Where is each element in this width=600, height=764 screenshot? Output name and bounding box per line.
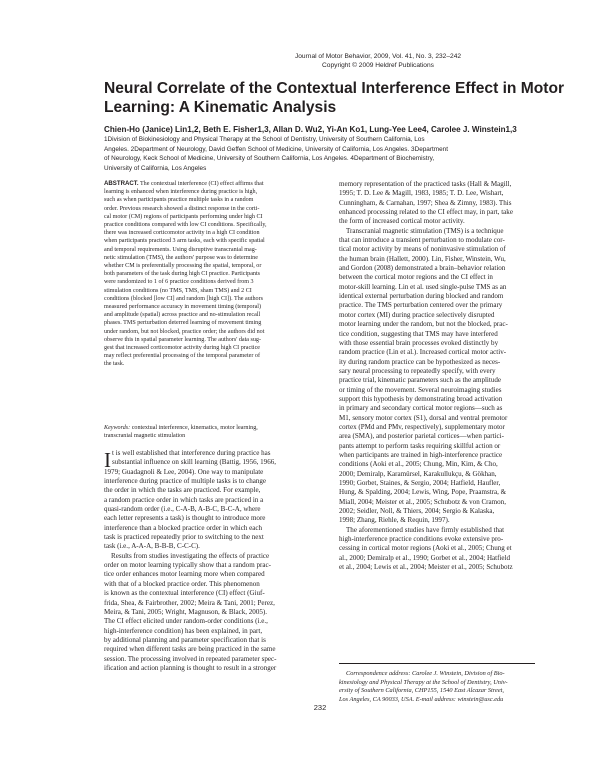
abstract-line: may reflect preferential processing of the temporal parameter of — [104, 353, 260, 360]
body-line: is known as the contextual interference (CI) effect (Giuf- — [104, 589, 265, 598]
body-column-left — [104, 449, 312, 673]
body-line: with that of a blocked practice order. This phenomenon — [104, 579, 260, 588]
affiliations — [104, 135, 536, 173]
body-line: ity during random practice can be hypothesized as neces- — [339, 357, 501, 366]
body-line: sary neural processing to repeatedly specify, with every — [339, 366, 496, 375]
keywords — [104, 424, 300, 440]
body-line: a random practice order in which tasks are practiced in a — [104, 495, 264, 504]
body-line: the form of increased cortical motor activity. — [339, 217, 465, 226]
body-line: cessing in cortical motor regions (Aoki et al., 2005; Chung et — [339, 544, 512, 553]
affiliation-line: Angeles. 2Department of Neurology, David Geffen School of Medicine, University of California, Los Angeles. 3Department — [104, 145, 448, 153]
body-line: pants attempt to perform tasks requiring skillful action or — [339, 441, 501, 450]
abstract-line: and amplitude (spatial) across practice and no-stimulation recall — [104, 312, 261, 319]
affiliation-line: 1Division of Biokinesiology and Physical Therapy at the School of Dentistry, University of Southern California, Los — [104, 136, 425, 143]
body-line: 1990; Gorbet, Staines, & Sergio, 2004; Hatfield, Haufler, — [339, 479, 501, 487]
body-line: support this hypothesis by demonstrating broad activation — [339, 394, 503, 403]
body-line: frida, Shea, & Fairbrother, 2002; Meira & Tani, 2001; Perez, — [104, 598, 275, 607]
body-line: between the cortical motor regions and the CI effect in — [339, 273, 493, 282]
body-line: with those essential brain processes evoked distinctly by — [339, 338, 499, 347]
body-line: task (i.e., A-A-A, B-B-B, C-C-C). — [104, 542, 200, 551]
keywords-line — [104, 424, 300, 432]
body-line: motor cortex (MI) during practice selectively disrupted — [339, 310, 495, 319]
body-line: t is well established that interference during practice has — [112, 449, 271, 457]
body-line: 2000; Demiralp, Karamürsel, Karakullukçu, & Gökhan, — [339, 469, 497, 478]
body-line: when participants are trained in high-interference practice — [339, 450, 503, 459]
body-line: interference than a blocked practice order in which each — [104, 523, 263, 532]
body-line: task is practiced repeatedly prior to switching to the next — [104, 533, 264, 542]
body-line: Transcranial magnetic stimulation (TMS) is a technique — [346, 226, 504, 235]
body-line: conditions (Aoki et al., 2005; Chung, Min, Kim, & Cho, — [339, 460, 498, 469]
keywords-label: Keywords: — [104, 425, 131, 431]
body-line: by additional planning and parameter specification that is — [104, 635, 266, 644]
body-line: practice trial, kinematic parameters such as the amplitude — [339, 376, 502, 385]
body-line: ification and action planning is thought to result in a stronger — [104, 663, 277, 672]
abstract-line: the task. — [104, 361, 125, 368]
body-line: high-interference practice conditions evoke extensive pro- — [339, 535, 504, 544]
body-line: enhanced processing related to the CI effect may, in part, take — [339, 208, 513, 217]
body-line: Results from studies investigating the effects of practice — [111, 551, 270, 560]
body-line: in primary and secondary cortical motor regions—such as — [339, 404, 503, 413]
body-column-right — [339, 180, 537, 572]
abstract-line: learning is enhanced when interference during practice is high, — [104, 189, 258, 196]
body-line: or timing of the movement. Several neuroimaging studies — [339, 385, 502, 394]
body-line: M1, sensory motor cortex (S1), dorsal and ventral premotor — [339, 413, 508, 422]
body-line: tice condition, suggesting that TMS may have interfered — [339, 329, 498, 338]
abstract-heading: ABSTRACT. — [104, 180, 139, 187]
abstract-line — [104, 180, 300, 188]
body-line: cortex (PMd and PMv, respectively), supplementary motor — [339, 422, 505, 431]
body-line: area (SMA), and posterior parietal cortices—when partici- — [339, 432, 504, 441]
title-line: Learning: A Kinematic Analysis — [104, 99, 337, 116]
body-line: session. The processing involved in repeated parameter spec- — [104, 654, 277, 663]
body-line: tice order enhances motor learning more when compared — [104, 570, 265, 579]
abstract-line: both parameters of the task during high CI practice. Participants — [104, 271, 261, 278]
keywords-text: contextual interference, kinematics, motor learning, — [130, 425, 258, 431]
body-line: identical external perturbation during blocked and random — [339, 292, 504, 301]
body-line: memory representation of the practiced tasks (Hall & Magill, — [339, 180, 512, 188]
body-line: et al., 2004; Lewis et al., 2004; Meister et al., 2005; Schubotz — [339, 563, 513, 572]
body-line: tical motor activity by means of noninvasive stimulation of — [339, 245, 506, 254]
abstract-line: conditions (blocked [low CI] and random [high CI]). The authors — [104, 295, 263, 302]
body-line: substantial influence on skill learning (Battig, 1956, 1966, — [112, 458, 277, 467]
body-line: high-interference condition) has been explained, in part, — [104, 626, 263, 635]
affiliation-line: of Neurology, Keck School of Medicine, University of Southern California, Los Angeles. 4Department of Biochemistry, — [104, 155, 435, 162]
abstract-line: when participants practiced 3 arm tasks, each with specific spatial — [104, 238, 265, 245]
drop-cap: I — [104, 448, 111, 472]
keywords-line: transcranial magnetic stimulation — [104, 433, 186, 440]
footnote-line: ersity of Southern California, CHP155, 1540 East Alcazar Street, — [339, 687, 504, 694]
body-line: practice. The TMS perturbation centered over the primary — [339, 301, 503, 310]
abstract-line: whether CM is preferentially processing the spatial, temporal, or — [104, 263, 262, 270]
body-line: random practice (Lin et al.). Increased cortical motor activ- — [339, 348, 507, 357]
body-line: 1995; T. D. Lee & Magill, 1983, 1985; T. D. Lee, Wishart, — [339, 189, 504, 198]
abstract — [104, 180, 300, 369]
body-line: Cunningham, & Carnahan, 1997; Shea & Zimny, 1983). This — [339, 198, 512, 207]
body-line: the human brain (Hallett, 2000). Lin, Fisher, Winstein, Wu, — [339, 254, 506, 263]
journal-citation: Journal of Motor Behavior, 2009, Vol. 41, No. 3, 232–242 — [294, 53, 462, 60]
article-title — [104, 79, 565, 117]
footnote-line: Los Angeles, CA 90033, USA. E-mail address: winstein@usc.edu — [339, 695, 504, 703]
body-line: The CI effect elicited under random-order conditions (i.e., — [104, 617, 268, 626]
footnote-line: Correspondence address: Carolee J. Winstein, Division of Bio- — [346, 670, 505, 677]
abstract-line: were randomized to 1 of 6 practice conditions derived from 3 — [104, 279, 254, 286]
abstract-line: netic stimulation (TMS), the authors' purpose was to determine — [104, 254, 258, 261]
body-line: motor learning under the random, but not the blocked, prac- — [339, 320, 508, 329]
body-line: that can introduce a transient perturbation to modulate cor- — [339, 236, 505, 245]
abstract-line: and temporal requirements. Using disruptive transcranial mag- — [104, 246, 257, 253]
body-line: Miall, 2004; Meister et al., 2005; Schubotz & von Cramon, — [339, 497, 506, 506]
footnote-divider — [339, 663, 535, 664]
body-line: Meira, & Tani, 2005; Wright, Magnuson, & Black, 2005). — [104, 607, 267, 616]
body-line: Hung, & Spalding, 2004; Lewis, Wing, Pope, Praamstra, & — [339, 488, 507, 497]
body-line: and Gordon (2008) demonstrated a brain–behavior relation — [339, 264, 506, 273]
abstract-line: cal motor (CM) regions of participants performing under high CI — [104, 213, 263, 220]
body-line: the order in which the tasks are practiced. For example, — [104, 486, 261, 495]
body-line: quasi-random order (i.e., C-A-B, A-B-C, B-C-A, where — [104, 505, 261, 514]
abstract-line: gest that increased corticomotor activity during high CI practice — [104, 345, 261, 352]
abstract-line: such as when participants practice multiple tasks in a random — [104, 197, 254, 204]
body-line: 1979; Guadagnoli & Lee, 2004). One way to manipulate — [104, 467, 264, 476]
abstract-line: phases. TMS perturbation deterred learning of movement timing — [104, 320, 262, 327]
abstract-first-line: The contextual interference (CI) effect affirms that — [138, 181, 264, 187]
abstract-line: observe this in spatial parameter learning. The authors' data sug- — [104, 336, 262, 343]
title-line: Neural Correlate of the Contextual Interference Effect in Motor — [104, 80, 565, 97]
abstract-line: practice conditions compared with low CI conditions. Specifically, — [104, 222, 267, 229]
body-line: al., 2000; Demiralp et al., 1990; Gorbet et al., 2004; Hatfield — [339, 553, 511, 562]
footnote-line: kinesiology and Physical Therapy at the School of Dentistry, Univ- — [339, 678, 508, 686]
copyright-notice: Copyright © 2009 Heldref Publications — [322, 62, 434, 69]
author-list: Chien-Ho (Janice) Lin1,2, Beth E. Fisher1,3, Allan D. Wu2, Yi-An Ko1, Lung-Yee Lee4, Carolee J. Winstein1,3 — [104, 125, 517, 134]
body-line: required when different tasks are being practiced in the same — [104, 645, 276, 654]
abstract-line: under random, but not blocked, practice order; the authors did not — [104, 328, 265, 335]
body-line: The aforementioned studies have firmly established that — [346, 525, 505, 534]
abstract-line: there was increased corticomotor activity in a high CI condition — [104, 230, 260, 237]
correspondence-footnote — [339, 670, 537, 704]
body-line: 1998; Zhang, Riehle, & Requin, 1997). — [339, 516, 450, 525]
affiliation-line: University of California, Los Angeles — [104, 164, 207, 172]
abstract-line: stimulation conditions (no TMS, TMS, sham TMS) and 2 CI — [104, 287, 252, 294]
body-line: each letter represents a task) is thought to introduce more — [104, 514, 266, 523]
body-line: motor-skill learning. Lin et al. used single-pulse TMS as an — [339, 282, 507, 291]
abstract-line: measured performance accuracy in movement timing (temporal) — [104, 304, 262, 311]
body-line: 2002; Seidler, Noll, & Thiers, 2004; Sergio & Kalaska, — [339, 507, 495, 516]
page-number: 232 — [313, 703, 327, 712]
abstract-line: order. Previous research showed a distinct response in the corti- — [104, 205, 260, 212]
body-line: order on motor learning typically show that a random prac- — [104, 561, 271, 570]
body-line: interference during practice of multiple tasks is to change — [104, 477, 267, 486]
